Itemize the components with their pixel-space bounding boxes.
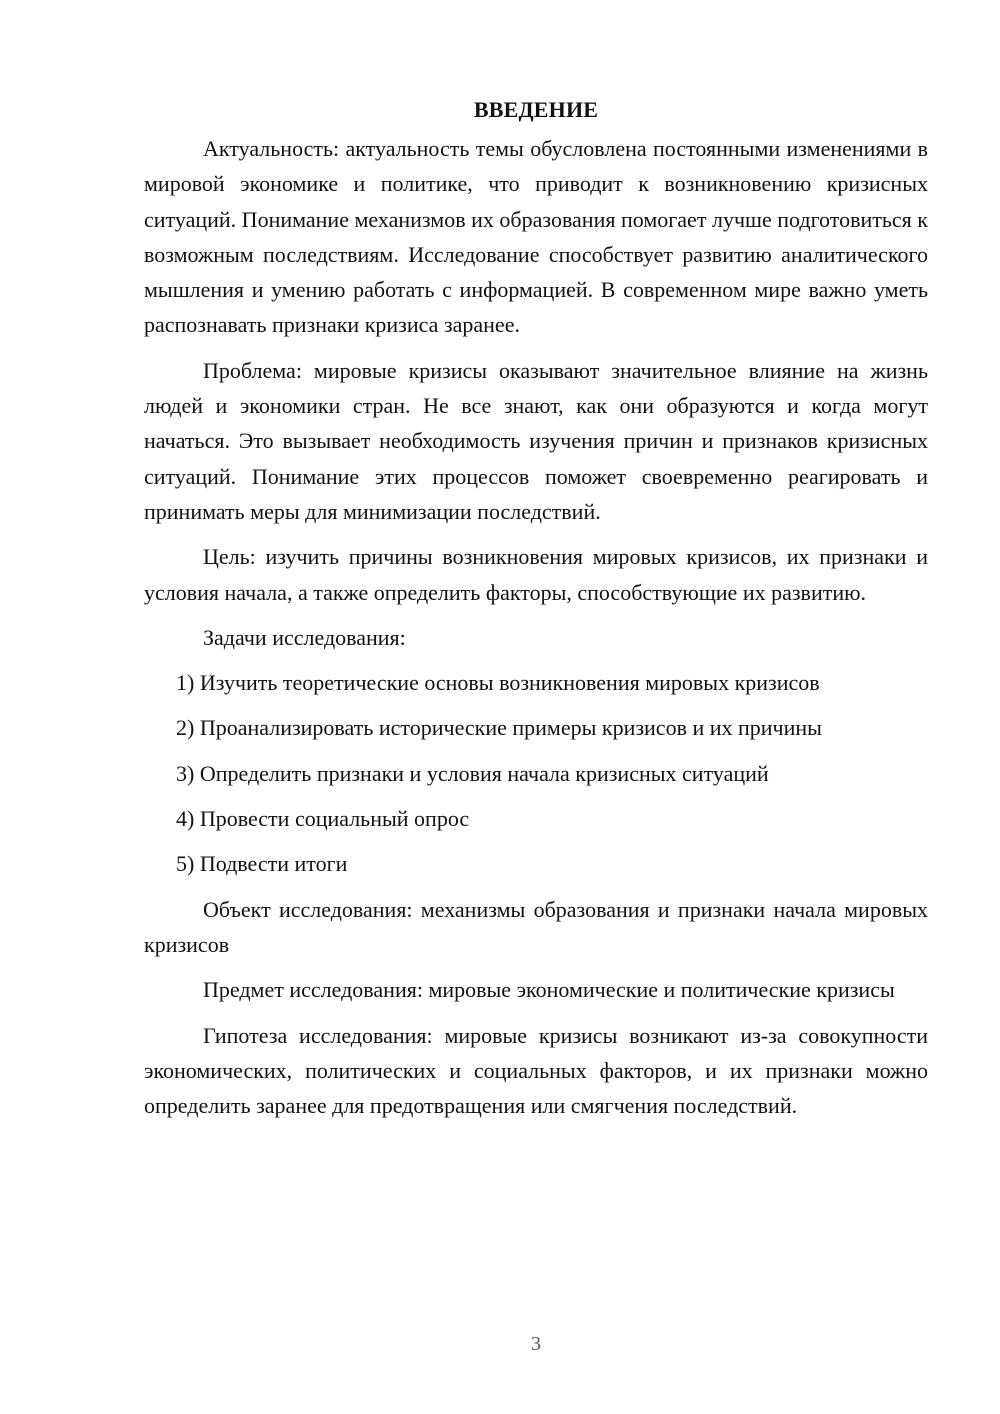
page-number: 3 — [531, 1333, 541, 1355]
paragraph-subject: Предмет исследования: мировые экономические и политические кризисы — [203, 977, 895, 1003]
paragraph-hypothesis: Гипотеза исследования: мировые кризисы возникают из-за совокупности экономических, политических и социальных факторов, и их признаки можно определить заранее для предотвращения или смягчения последствий. — [144, 1022, 928, 1119]
paragraph-problem: Проблема: мировые кризисы оказывают значительное влияние на жизнь людей и экономики стран. Не все знают, как они образуются и когда могут начаться. Это вызывает необходимость изучения причин и признаков кризисных ситуаций. Понимание этих процессов поможет своевременно реагировать и принимать меры для минимизации последствий. — [144, 357, 928, 524]
paragraph-object: Объект исследования: механизмы образования и признаки начала мировых кризисов — [144, 896, 928, 957]
page-title: ВВЕДЕНИЕ — [473, 97, 599, 122]
paragraph-goal: Цель: изучить причины возникновения мировых кризисов, их признаки и условия начала, а также определить факторы, способствующие их развитию. — [144, 544, 928, 605]
task-item-4: 4) Провести социальный опрос — [176, 806, 470, 832]
task-list — [144, 665, 928, 881]
tasks-heading: Задачи исследования: — [203, 624, 406, 650]
task-item-2: 2) Проанализировать исторические примеры кризисов и их причины — [176, 715, 822, 741]
document-page — [144, 92, 928, 1133]
task-item-3: 3) Определить признаки и условия начала кризисных ситуаций — [176, 760, 769, 786]
task-item-1: 1) Изучить теоретические основы возникновения мировых кризисов — [176, 670, 820, 696]
paragraph-relevance: Актуальность: актуальность темы обусловлена постоянными изменениями в мировой экономике и политике, что приводит к возникновению кризисных ситуаций. Понимание механизмов их образования помогает лучше подготовиться к возможным последствиям. Исследование способствует развитию аналитического мышления и умению работать с информацией. В современном мире важно уметь распознавать признаки кризиса заранее. — [144, 136, 928, 338]
task-item-5: 5) Подвести итоги — [176, 851, 348, 877]
